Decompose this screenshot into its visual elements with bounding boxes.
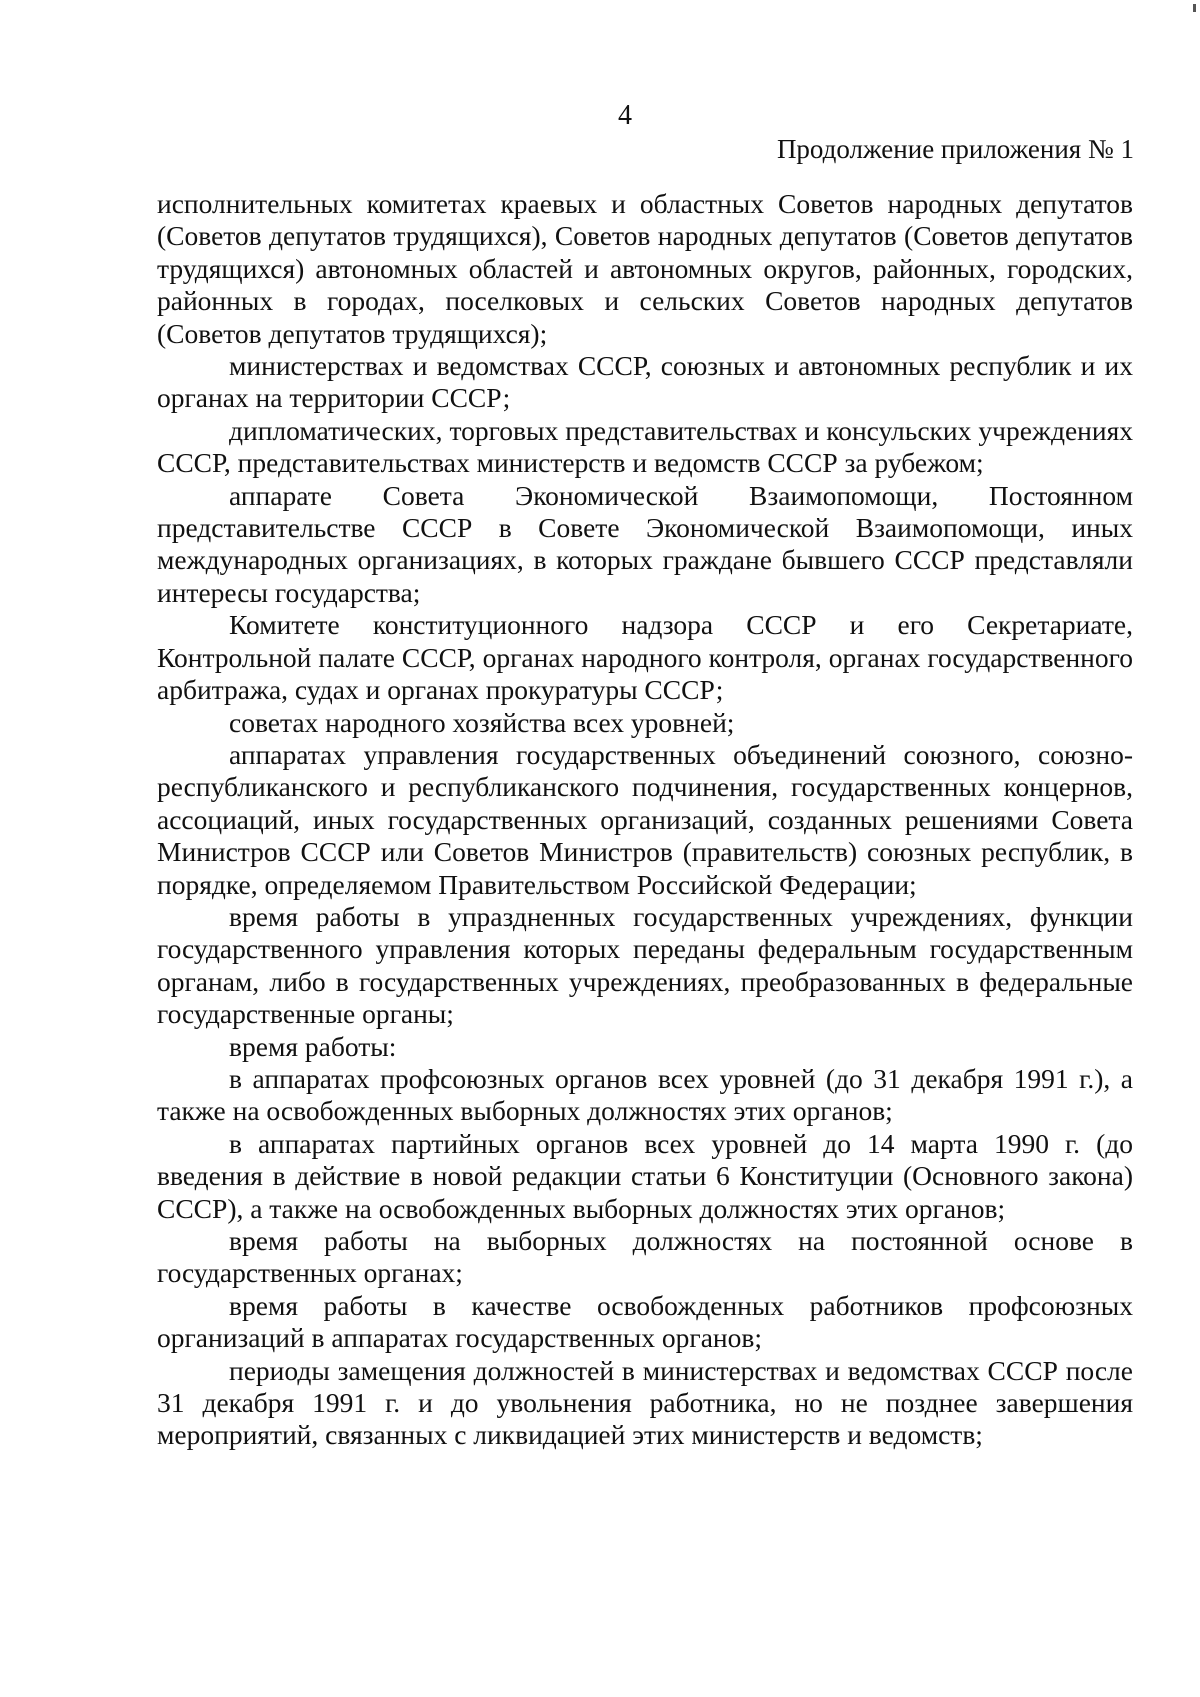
paragraph: периоды замещения должностей в министерствах и ведомствах СССР после 31 декабря 1991 г. и до увольнения работника, но не позднее завершения мероприятий, связанных с ликвидацией этих министерств и ведомств; [157,1354,1133,1451]
paragraph: дипломатических, торговых представительствах и консульских учреждениях СССР, представительствах министерств и ведомств СССР за рубежом; [157,414,1133,479]
document-body [157,188,1133,1452]
paragraph: время работы в качестве освобожденных работников профсоюзных организаций в аппаратах государственных органов; [157,1289,1133,1354]
paragraph: аппаратах управления государственных объединений союзного, союзно-республиканского и республиканского подчинения, государственных концернов, ассоциаций, иных государственных организаций, созданных решениями Совета Министров СССР или Советов Министров (правительств) союзных республик, в порядке, определяемом Правительством Российской Федерации; [157,738,1133,900]
paragraph: Комитете конституционного надзора СССР и его Секретариате, Контрольной палате СССР, органах народного контроля, органах государственного арбитража, судах и органах прокуратуры СССР; [157,609,1133,706]
page-number: 4 [618,100,632,131]
paragraph: время работы в упраздненных государственных учреждениях, функции государственного управления которых переданы федеральным государственным органам, либо в государственных учреждениях, преобразованных в федеральные государственные органы; [157,900,1133,1030]
scan-mark [1193,4,1196,12]
paragraph: время работы: [229,1030,397,1062]
paragraph: аппарате Совета Экономической Взаимопомощи, Постоянном представительстве СССР в Совете Экономической Взаимопомощи, иных международных организациях, в которых граждане бывшего СССР представляли интересы государства; [157,479,1133,608]
paragraph: время работы на выборных должностях на постоянной основе в государственных органах; [157,1225,1133,1289]
paragraph: в аппаратах профсоюзных органов всех уровней (до 31 декабря 1991 г.), а также на освобожденных выборных должностях этих органов; [157,1062,1133,1127]
paragraph: в аппаратах партийных органов всех уровней до 14 марта 1990 г. (до введения в действие в новой редакции статьи 6 Конституции (Основного закона) СССР), а также на освобожденных выборных должностях этих органов; [157,1127,1133,1224]
paragraph: исполнительных комитетах краевых и областных Советов народных депутатов (Советов депутатов трудящихся), Советов народных депутатов (Советов депутатов трудящихся) автономных областей и автономных округов, районных, городских, районных в городах, поселковых и сельских Советов народных депутатов (Советов депутатов трудящихся); [157,188,1133,349]
paragraph: советах народного хозяйства всех уровней; [229,706,735,738]
paragraph: министерствах и ведомствах СССР, союзных и автономных республик и их органах на территории СССР; [157,350,1133,414]
appendix-continuation-label: Продолжение приложения № 1 [776,134,1134,164]
